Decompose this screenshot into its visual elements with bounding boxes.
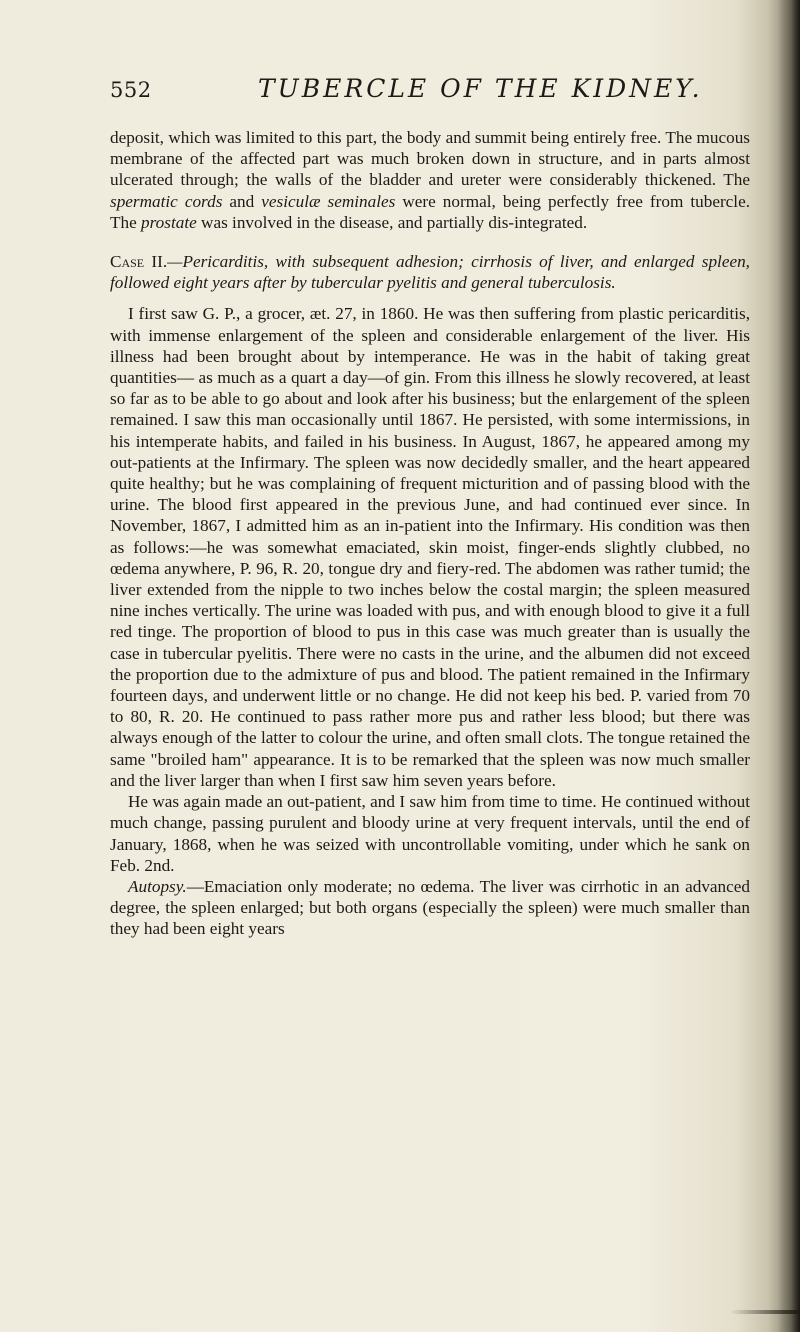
case-history-paragraph: I first saw G. P., a grocer, æt. 27, in 1860. He was then suffering from plastic pericarditis, with immense enlargement of the spleen and considerable enlargement of the liver. His illness had been brought about by intemperance. He was in the habit of taking great quantities— as much as a quart a day—of gin. From this illness he slowly recovered, at least so far as to be able to go about and look after his business; but the enlargement of the spleen remained. I saw this man occasionally until 1867. He persisted, with some intermissions, in his intemperate habits, and failed in his business. In August, 1867, he appeared among my out-patients at the Infirmary. The spleen was now decidedly smaller, and the heart appeared quite healthy; but he was complaining of frequent micturition and of passing blood with the urine. The blood first appeared in the previous June, and had continued ever since. In November, 1867, I admitted him as an in-patient into the Infirmary. His condition was then as follows:—he was somewhat emaciated, skin moist, finger-ends slightly clubbed, no œdema anywhere, P. 96, R. 20, tongue dry and fiery-red. The abdomen was rather tumid; the liver extended from the nipple to two inches below the costal margin; the spleen measured nine inches vertically. The urine was loaded with pus, and with enough blood to give it a full red tinge. The proportion of blood to pus in this case was much greater than is usually the case in tubercular pyelitis. There were no casts in the urine, and the albumen did not exceed the proportion due to the admixture of pus and blood. The patient remained in the Infirmary fourteen days, and underwent little or no change. He did not keep his bed. P. varied from 70 to 80, R. 20. He continued to pass rather more pus and rather less blood; but there was always enough of the latter to colour the urine, and often small clots. The tongue retained the same "broiled ham" appearance. It is to be remarked that the spleen was now much smaller and the liver larger than when I first saw him seven years before. [110,304,750,790]
body-text [110,127,750,940]
page-number: 552 [110,78,152,102]
autopsy-label: Autopsy. [128,876,187,896]
autopsy-paragraph: Autopsy.—Emaciation only moderate; no œdema. The liver was cirrhotic in an advanced degree, the spleen enlarged; but both organs (especially the spleen) were much smaller than they had been eight years [110,876,750,939]
case-title: —Pericarditis, with subsequent adhesion; cirrhosis of liver, and enlarged spleen, followed eight years after by tubercular pyelitis and general tuberculosis. [110,252,750,293]
paragraph-continuation: deposit, which was limited to this part, the body and summit being entirely free. The mucous membrane of the affected part was much broken down in structure, and in parts almost ulcerated through; the walls of the bladder and ureter were considerably thickened. The spermatic cords and vesiculæ seminales were normal, being perfectly free from tubercle. The prostate was involved in the disease, and partially dis-integrated. [110,128,750,232]
page-header [110,74,730,114]
running-head: TUBERCLE OF THE KIDNEY. [258,74,703,103]
case-label: Case II. [110,252,168,272]
outpatient-paragraph: He was again made an out-patient, and I saw him from time to time. He continued without much change, passing purulent and bloody urine at very frequent intervals, until the end of January, 1868, when he was seized with uncontrollable vomiting, under which he sank on Feb. 2nd. [110,792,750,875]
page-edge-shadow [778,0,800,1332]
page-edge-mark [730,1310,800,1314]
case-heading [110,251,750,293]
